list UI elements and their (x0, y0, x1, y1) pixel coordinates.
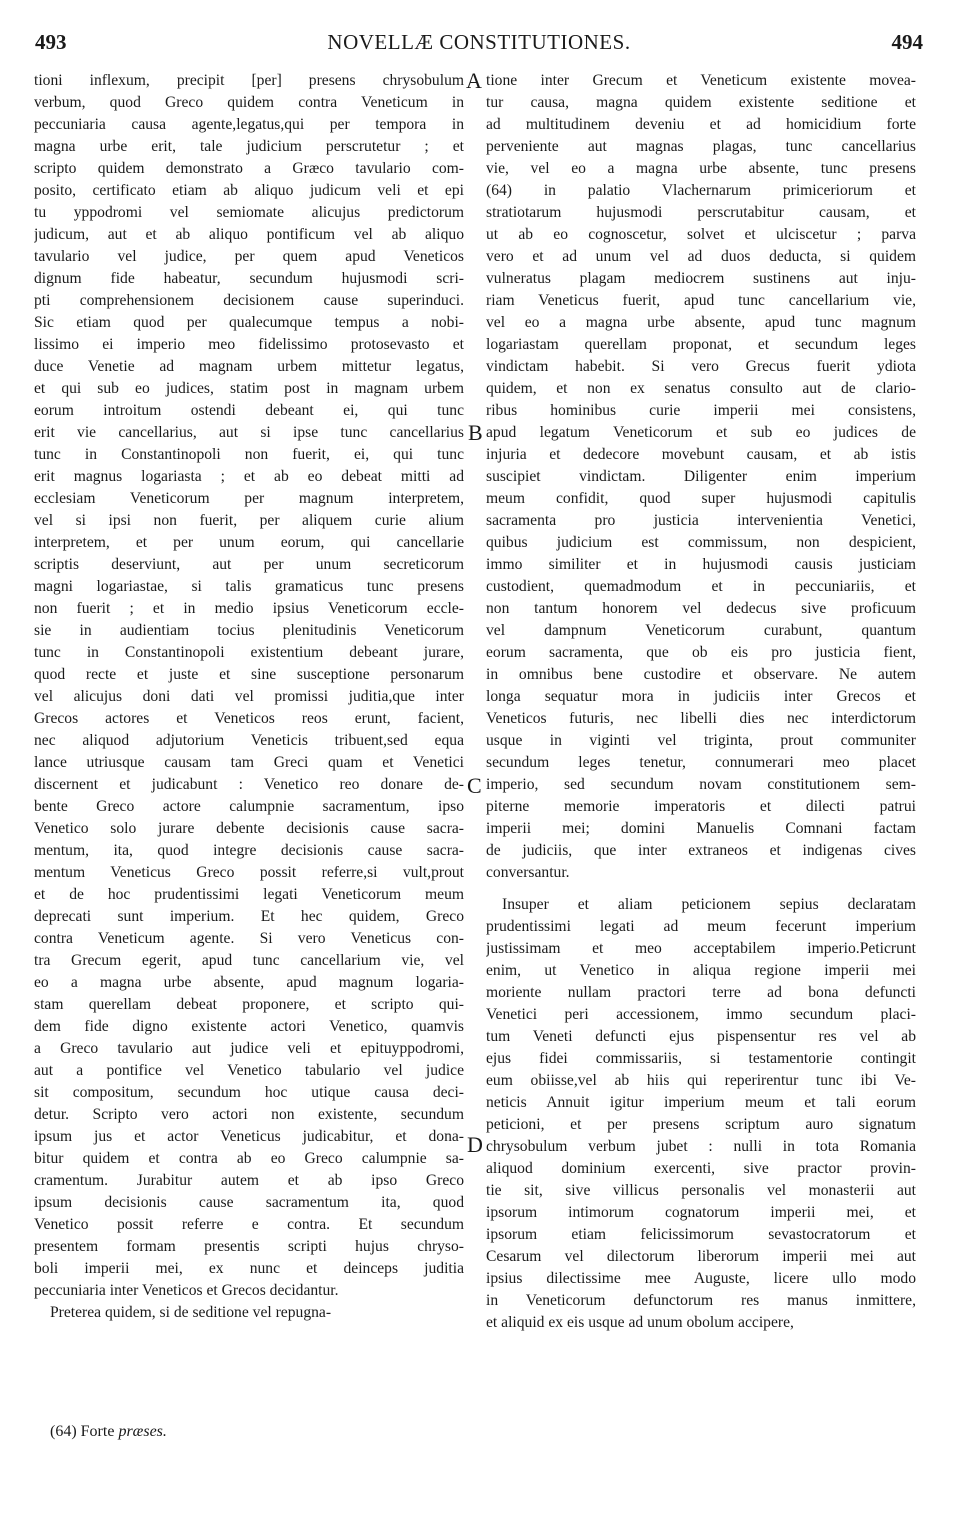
text-line: contra Veneticum agente. Si vero Veneticus con- (34, 930, 464, 947)
text-line: tione inter Grecum et Veneticum existente movea- (486, 72, 916, 89)
margin-marker-d: D (467, 1132, 483, 1157)
text-line: verbum, quod Greco quidem contra Veneticum in (34, 94, 464, 111)
text-line: aliquod dominium exercenti, sive practor provin- (486, 1160, 916, 1177)
text-line: quidem, et non ex senatus consulto aut de clario- (486, 380, 916, 397)
text-line: suscipiet vindictam. Diligenter enim imperium (486, 468, 916, 485)
text-line: quibus judicium est commissum, non despicient, (486, 534, 916, 551)
text-line: mentum Veneticus Greco possit referre,si vult,prout (34, 864, 464, 881)
text-line: secundum leges tenetur, connumerari meo placet (486, 754, 916, 771)
text-line: tu yppodromi vel semiomate alicujus predictorum (34, 204, 464, 221)
page-number-left: 493 (35, 30, 67, 54)
text-line: aut a pontifice vel Venetico tabulario vel judice (34, 1062, 464, 1079)
text-line: usque in viginti vel triginta, prout communiter (486, 732, 916, 749)
text-line: piterne memorie imperatoris et dilecti patrui (486, 798, 916, 815)
text-line: eorum sacramenta, que ob eis pro justicia fient, (486, 644, 916, 661)
text-line: Venetico possit referre e contra. Et secundum (34, 1216, 464, 1233)
paragraph-gap (486, 884, 916, 894)
text-line: dignum fide habeatur, secundum hujusmodi scri- (34, 270, 464, 287)
text-line: stratiotarum hujusmodi perscrutabitur causam, et (486, 204, 916, 221)
margin-marker-a: A (466, 68, 482, 93)
text-line: tunc in Constantinopoli existentium debeant jurare, (34, 644, 464, 661)
text-line: imperio, sed secundum novam constitutionem sem- (486, 776, 916, 793)
text-line: ipsorum intimorum cognatorum imperii mei, et (486, 1204, 916, 1221)
text-line: riam Veneticus fuerit, apud tunc cancellarium vie, (486, 292, 916, 309)
text-line: tum Veneti defuncti ejus pispensentur res vel ab (486, 1028, 916, 1045)
text-line: discernent et judicabunt : Venetico reo donare de- (34, 776, 464, 793)
right-column (486, 70, 916, 1334)
text-line: ipsum decisionis cause sacramentum ita, quod (34, 1194, 464, 1211)
text-line: immo similiter et in hujusmodi causis justiciam (486, 556, 916, 573)
text-line: in omnibus bene custodire et observare. Ne autem (486, 666, 916, 683)
text-line: meum confidit, quod super hujusmodi capitulis (486, 490, 916, 507)
margin-marker-b: B (468, 420, 483, 445)
text-line: ad multitudinem deveniu et ad homicidium forte (486, 116, 916, 133)
text-line: prudentissimi legati ad meum fecerunt imperium (486, 918, 916, 935)
text-line: eo a magna urbe absente, apud magnum logaria- (34, 974, 464, 991)
text-line: Grecos actores et Veneticos reos erunt, facient, (34, 710, 464, 727)
text-line: duce Venetie ad magnam urbem mittetur legatus, (34, 358, 464, 375)
text-line: tie sit, sive villicus personalis vel monasterii aut (486, 1182, 916, 1199)
footnote-italic: præses. (118, 1423, 167, 1440)
text-line: non tantum honorem vel dedecus sive proficuum (486, 600, 916, 617)
text-line: de judiciis, que inter extraneos et indigenas cives (486, 842, 916, 859)
footnote-label: (64) Forte (50, 1423, 115, 1440)
text-line: lissimo ei imperio meo fidelissimo protosevasto et (34, 336, 464, 353)
text-line: tra Grecum egerit, apud tunc cancellarium vie, vel (34, 952, 464, 969)
text-line: lance utriusque causam tam Greci quam et Venetici (34, 754, 464, 771)
text-line: pti comprehensionem decisionem cause superinduci. (34, 292, 464, 309)
text-line: longa sequatur mora in judiciis inter Grecos et (486, 688, 916, 705)
text-line: bente Greco actore calumpnie sacramentum, ipso (34, 798, 464, 815)
text-line: peticioni, et per presens scriptum auro signatum (486, 1116, 916, 1133)
running-title: NOVELLÆ CONSTITUTIONES. (327, 30, 631, 54)
text-line: Venetico solo jurare debente decisionis cause sacra- (34, 820, 464, 837)
text-line: peccuniaria causa agente,legatus,qui per tempora in (34, 116, 464, 133)
text-line: erit vie cancellarius, aut si ipse tunc cancellarius (34, 424, 464, 441)
text-line: chrysobulum verbum jubet : nulli in tota Romania (486, 1138, 916, 1155)
text-line: quod recte et juste et sine susceptione personarum (34, 666, 464, 683)
text-line: apud legatum Veneticorum et sub eo judices de (486, 424, 916, 441)
text-line: mentum, ita, quod integre decisionis cause sacra- (34, 842, 464, 859)
text-line: posito, certificato etiam ab aliquo judicum veli et epi (34, 182, 464, 199)
page-header (0, 30, 958, 60)
text-line: tavulario vel judice, per quem apud Veneticos (34, 248, 464, 265)
text-line: presentem formam presentis scripti hujus chryso- (34, 1238, 464, 1255)
text-line: et aliquid ex eis usque ad unum obolum accipere, (486, 1314, 794, 1331)
text-line: ecclesiam Veneticorum per magnum interpretem, (34, 490, 464, 507)
page-number-right: 494 (891, 30, 923, 54)
text-line: judicum, aut et ab aliquo pontificum vel ab aliquo (34, 226, 464, 243)
text-line: vero et ad unum vel ad duos deducta, si quidem (486, 248, 916, 265)
text-line: vel alicujus doni dati vel promissi juditia,que inter (34, 688, 464, 705)
text-line: non fuerit ; et in medio ipsius Veneticorum eccle- (34, 600, 464, 617)
text-line: vel eo a magna urbe absente, apud tunc magnum (486, 314, 916, 331)
footnote (50, 1423, 167, 1441)
text-line: custodient, quemadmodum et in peccuniariis, et (486, 578, 916, 595)
text-line: dem fide digno existente actori Venetico, quamvis (34, 1018, 464, 1035)
text-line: eorum introitum ostendi debeant ei, qui tunc (34, 402, 464, 419)
text-line: justissimam et meo acceptabilem imperio.Peticrunt (486, 940, 916, 957)
text-line: ribus hominibus curie imperii mei consistens, (486, 402, 916, 419)
text-line: vulneratus plagam mediocrem sustinens aut inju- (486, 270, 916, 287)
text-line: magna urbe erit, tale judicium perscrutetur ; et (34, 138, 464, 155)
text-line: et qui sub eo judices, statim post in magnam urbem (34, 380, 464, 397)
text-line: moriente nullam practori terre ad bona defuncti (486, 984, 916, 1001)
text-line: stam querellam debeat proponere, et scripto qui- (34, 996, 464, 1013)
text-line: bitur quidem et contra ab eo Greco calumpnie sa- (34, 1150, 464, 1167)
text-line: tunc in Constantinopoli non fuerit, ei, qui tunc (34, 446, 464, 463)
text-line: neticis Annuit igitur imperium meum et tali eorum (486, 1094, 916, 1111)
text-line: interpretem, et per unum eorum, qui cancellarie (34, 534, 464, 551)
text-line: deprecati sunt imperium. Et hec quidem, Greco (34, 908, 464, 925)
left-column (34, 70, 464, 1324)
text-line: vie, vel eo a magna urbe absente, tunc presens (486, 160, 916, 177)
text-line: sacramenta pro justicia intervenientia Venetici, (486, 512, 916, 529)
text-line: enim, ut Venetico in aliqua regione imperii mei (486, 962, 916, 979)
text-line: et de hoc prudentissimi legati Veneticorum meum (34, 886, 464, 903)
text-line: ipsorum etiam felicissimorum sevastocratorum et (486, 1226, 916, 1243)
text-line: vel dampnum Veneticorum curabunt, quantum (486, 622, 916, 639)
text-line: sit compositum, secundum hoc utique causa deci- (34, 1084, 464, 1101)
text-line: ipsum jus et actor Veneticus judicabitur, et dona- (34, 1128, 464, 1145)
text-line: magni logariastae, si talis gramaticus tunc presens (34, 578, 464, 595)
text-line: Insuper et aliam peticionem sepius declaratam (502, 896, 916, 913)
text-line: tioni inflexum, precipit [per] presens chrysobulum (34, 72, 464, 89)
text-line: scriptis deserviunt, aut per unum secreticorum (34, 556, 464, 573)
text-line: in Veneticorum defunctorum res manus inmittere, (486, 1292, 916, 1309)
text-line: vindictam habebit. Si vero Grecus fuerit ydiota (486, 358, 916, 375)
text-line: perveniente aut magnas plagas, tunc cancellarius (486, 138, 916, 155)
text-line: eum obiisse,vel ab hiis qui reperirentur tunc ibi Ve- (486, 1072, 916, 1089)
text-line: Sic etiam quod per qualecumque tempus a nobi- (34, 314, 464, 331)
text-line: logariastam querellam proponat, et secundum leges (486, 336, 916, 353)
text-line: detur. Scripto vero actori non existente, secundum (34, 1106, 464, 1123)
text-line: ut ab eo cognoscetur, solvet et ulciscetur ; parva (486, 226, 916, 243)
text-line: Venetici peri accessionem, immo secundum placi- (486, 1006, 916, 1023)
text-line: cramentum. Jurabitur autem et ab ipso Greco (34, 1172, 464, 1189)
text-line: Veneticos futuris, nec libelli dies nec interdictorum (486, 710, 916, 727)
text-line: a Greco tavulario aut judice veli et epituyppodromi, (34, 1040, 464, 1057)
text-line: Preterea quidem, si de seditione vel repugna- (50, 1304, 332, 1321)
text-line: conversantur. (486, 864, 570, 881)
text-line: sie in audientiam tocius plenitudinis Veneticorum (34, 622, 464, 639)
margin-marker-c: C (467, 773, 482, 798)
text-line: scripto quidem demonstrato a Græco tavulario com- (34, 160, 464, 177)
text-line: nec aliquod adjutorium Veneticis tribuent,sed equa (34, 732, 464, 749)
text-line: tur causa, magna quidem existente seditione et (486, 94, 916, 111)
text-line: vel si ipsi non fuerit, per aliquem curie alium (34, 512, 464, 529)
text-line: boli imperii mei, ex nunc et deinceps juditia (34, 1260, 464, 1277)
text-line: (64) in palatio Vlachernarum primiceriorum et (486, 182, 916, 199)
text-line: peccuniaria inter Veneticos et Grecos decidantur. (34, 1282, 339, 1299)
text-line: imperii mei; domini Manuelis Comnani factam (486, 820, 916, 837)
text-line: erit magnus logariasta ; et ab eo debeat mitti ad (34, 468, 464, 485)
text-line: Cesarum vel dilectorum liberorum imperii mei aut (486, 1248, 916, 1265)
text-line: ipsius dilectissime mee Auguste, licere ullo modo (486, 1270, 916, 1287)
text-line: injuria et dedecore movebunt causam, et ab istis (486, 446, 916, 463)
text-line: ejus fidei commissariis, si testamentorie contingit (486, 1050, 916, 1067)
